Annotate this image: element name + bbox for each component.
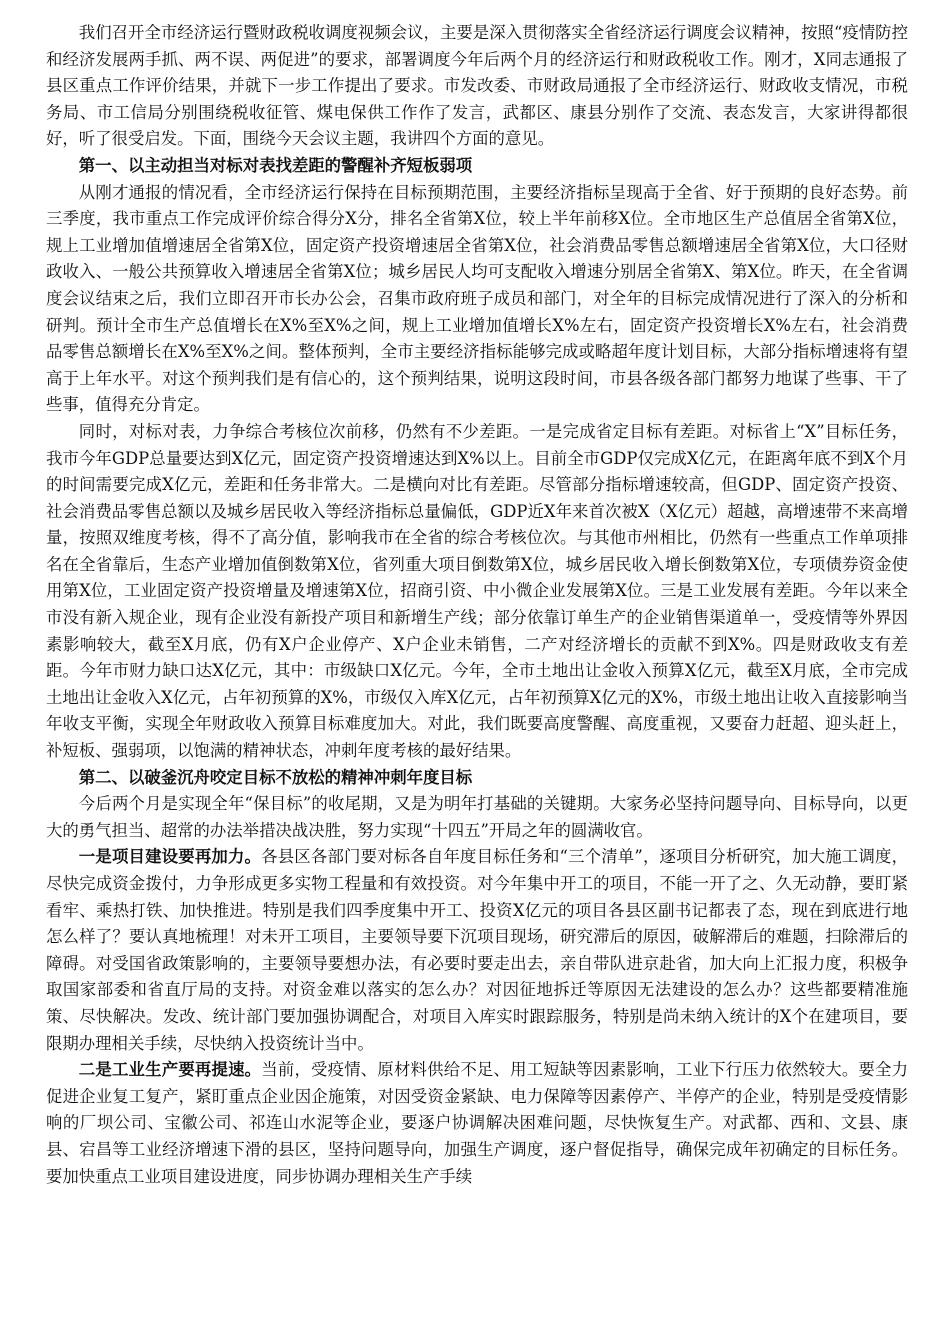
section-heading-1: 第一、以主动担当对标对表找差距的警醒补齐短板弱项 — [78, 155, 473, 175]
paragraph-gaps: 同时，对标对表，力争综合考核位次前移，仍然有不少差距。一是完成省定目标有差距。对标省上“X”目标任务，我市今年GDP总量要达到X亿元，固定资产投资增速达到X%以上。目前全市GDP仅完成X亿元，在距离年底不到X个月的时间需要完成X亿元，差距和任务非常大。二是横向对比有差距。尽管部分指标增速较高，但GDP、固定资产投资、社会消费品零售总额以及城乡居民收入等经济指标总量偏低，GDP近X年来首次被X（X亿元）超越，高增速带不来高增量，按照双维度考核，得不了高分值，影响我市在全省的综合考核位次。与其他市州相比，仍然有一些重点工作单项排名在全省靠后，生态产业增加值倒数第X位，省列重大项目倒数第X位，城乡居民收入增长倒数第X位，专项债券资金使用第X位，工业固定资产投资增量及增速第X位，招商引资、中小微企业发展第X位。三是工业发展有差距。今年以来全市没有新入规企业，现有企业没有新投产项目和新增生产线；部分依靠订单生产的企业销售渠道单一，受疫情等外界因素影响较大，截至X月底，仍有X户企业停产、X户企业未销售，二产对经济增长的贡献不到X%。四是财政收支有差距。今年市财力缺口达X亿元，其中：市级缺口X亿元。今年，全市土地出让金收入预算X亿元，截至X月底，全市完成土地出让金收入X亿元，占年初预算的X%，市级仅入库X亿元，占年初预算X亿元的X%，市级土地出让收入直接影响当年收支平衡，实现全年财政收入预算目标难度加大。对此，我们既要高度警醒、高度重视，又要奋力赶超、迎头赶上，补短板、强弱项，以饱满的精神状态，冲刺年度考核的最好结果。 — [46, 421, 908, 761]
paragraph-economic-status: 从刚才通报的情况看，全市经济运行保持在目标预期范围，主要经济指标呈现高于全省、好于预期的良好态势。前三季度，我市重点工作完成评价综合得分X分，排名全省第X位，较上半年前移X位。全市地区生产总值居全省第X位，规上工业增加值增速居全省第X位，固定资产投资增速居全省第X位，社会消费品零售总额增速居全省第X位，大口径财政收入、一般公共预算收入增速居全省第X位；城乡居民人均可支配收入增速分别居全省第X、第X位。昨天，在全省调度会议结束之后，我们立即召开市长办公会，召集市政府班子成员和部门，对全年的目标完成情况进行了深入的分析和研判。预计全市生产总值增长在X%至X%之间，规上工业增加值增长X%左右，固定资产投资增长X%左右，社会消费品零售总额增长在X%至X%之间。整体预判，全市主要经济指标能够完成或略超年度计划目标，大部分指标增速将有望高于上年水平。对这个预判我们是有信心的，这个预判结果，说明这段时间，市县各级各部门都努力地谋了些事、干了些事，值得充分肯定。 — [46, 182, 908, 415]
paragraph-lead: 一是项目建设要再加力。 — [78, 847, 262, 867]
paragraph-industrial-production — [46, 1057, 908, 1190]
paragraph-project-construction — [46, 844, 908, 1057]
paragraph-lead: 二是工业生产要再提速。 — [78, 1060, 262, 1080]
paragraph-body: 各县区各部门要对标各自年度目标任务和“三个清单”，逐项目分析研究，加大施工调度，尽快完成资金拨付，力争形成更多实物工程量和有效投资。对今年集中开工的项目，不能一开了之、久无动静，要盯紧看牢、乘热打铁、加快推进。特别是我们四季度集中开工、投资X亿元的项目各县区副书记都表了态，现在到底进行地怎么样了？要认真地梳理！对未开工项目，主要领导要下沉项目现场，研究滞后的原因，破解滞后的难题，扫除滞后的障碍。对受国省政策影响的，主要领导要想办法，有必要时要走出去，亲自带队进京赴省，加大向上汇报力度，积极争取国家部委和省直厅局的支持。对资金难以落实的怎么办？对因征地拆迁等原因无法建设的怎么办？这些都要精准施策、尽快解决。发改、统计部门要加强协调配合，对项目入库实时跟踪服务，特别是尚未纳入统计的X个在建项目，要限期办理相关手续，尽快纳入投资统计当中。 — [46, 847, 908, 1053]
intro-paragraph: 我们召开全市经济运行暨财政税收调度视频会议，主要是深入贯彻落实全省经济运行调度会议精神，按照“疫情防控和经济发展两手抓、两不误、两促进”的要求，部署调度今年后两个月的经济运行和财政税收工作。刚才，X同志通报了县区重点工作评价结果，并就下一步工作提出了要求。市发改委、市财政局通报了全市经济运行、财政收支情况，市税务局、市工信局分别围绕税收征管、煤电保供工作作了发言，武都区、康县分别作了交流、表态发言，大家讲得都很好，听了很受启发。下面，围绕今天会议主题，我讲四个方面的意见。 — [46, 23, 908, 149]
section-heading-2: 第二、以破釜沉舟咬定目标不放松的精神冲刺年度目标 — [78, 767, 473, 787]
paragraph-final-months: 今后两个月是实现全年“保目标”的收尾期，又是为明年打基础的关键期。大家务必坚持问题导向、目标导向，以更大的勇气担当、超常的办法举措决战决胜，努力实现“十四五”开局之年的圆满收官。 — [46, 794, 908, 840]
document-page — [46, 20, 908, 1190]
paragraph-body: 当前，受疫情、原材料供给不足、用工短缺等因素影响，工业下行压力依然较大。要全力促进企业复工复产，紧盯重点企业因企施策，对因受资金紧缺、电力保障等因素停产、半停产的企业，特别是受疫情影响的厂坝公司、宝徽公司、祁连山水泥等企业，要逐户协调解决困难问题，尽快恢复生产。对武都、西和、文县、康县、宕昌等工业经济增速下滑的县区，坚持问题导向，加强生产调度，逐户督促指导，确保完成年初确定的目标任务。要加快重点工业项目建设进度，同步协调办理相关生产手续 — [46, 1060, 908, 1186]
